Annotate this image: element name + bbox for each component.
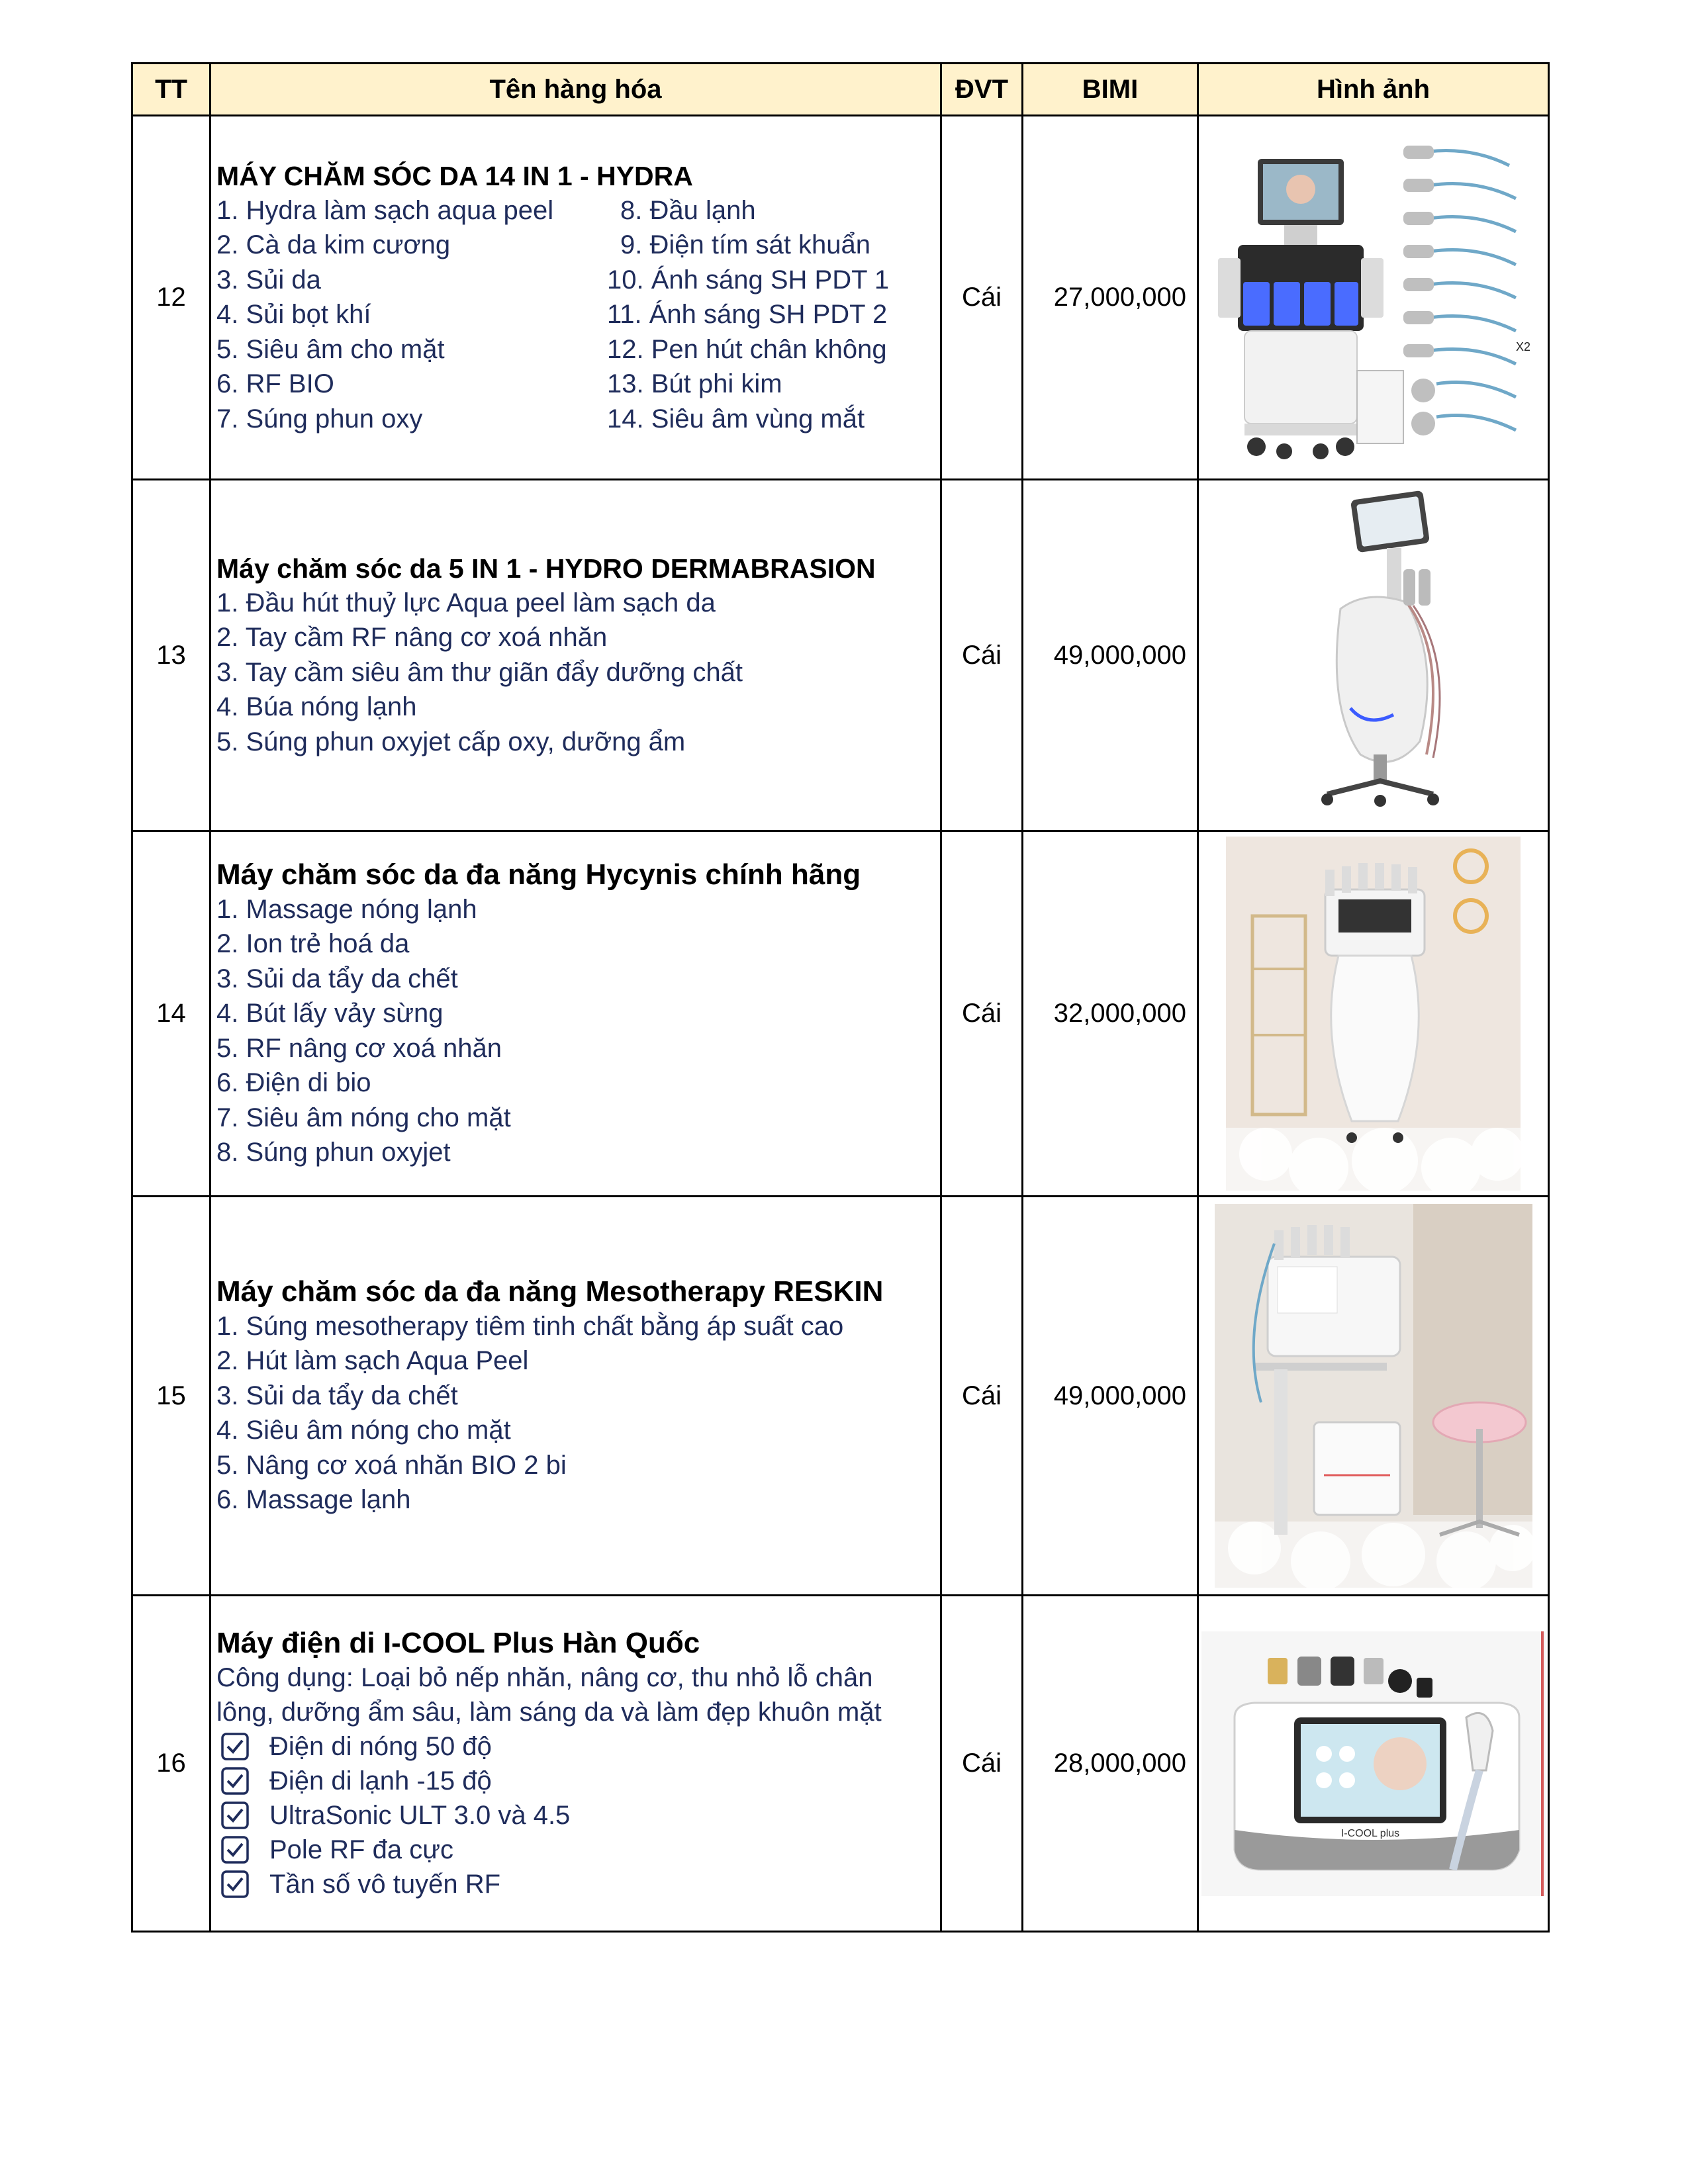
- checkbox-checked-icon: [220, 1835, 250, 1864]
- price-cell: 49,000,000: [1023, 1197, 1198, 1596]
- checkbox-checked-icon: [220, 1870, 250, 1899]
- description-line: Công dụng: Loại bỏ nếp nhăn, nâng cơ, thu nhỏ lỗ chân: [216, 1662, 873, 1692]
- checklist-item: [216, 1833, 940, 1867]
- feature-item: 3. Sủi da tẩy da chết: [216, 1381, 458, 1410]
- feature-item: 5. Nâng cơ xoá nhăn BIO 2 bi: [216, 1450, 567, 1480]
- table-row: [132, 480, 1549, 831]
- row-number: 13: [132, 480, 211, 831]
- unit-cell: Cái: [941, 1596, 1023, 1932]
- checklist-label: UltraSonic ULT 3.0 và 4.5: [269, 1800, 571, 1830]
- feature-item: 3. Tay cầm siêu âm thư giãn đẩy dưỡng chất: [216, 657, 743, 687]
- row-number: 14: [132, 831, 211, 1197]
- price-cell: 28,000,000: [1023, 1596, 1198, 1932]
- description-line: lông, dưỡng ẩm sâu, làm sáng da và làm đẹp khuôn mặt: [216, 1697, 882, 1727]
- table-row: [132, 116, 1549, 480]
- feature-item: 6. RF BIO: [216, 369, 334, 399]
- row-number: 15: [132, 1197, 211, 1596]
- checklist-label: Tần số vô tuyến RF: [269, 1869, 501, 1899]
- product-cell: [211, 1197, 941, 1596]
- icool-plus-machine-image: [1201, 1631, 1546, 1896]
- checklist-item: [216, 1798, 940, 1833]
- checklist-label: Điện di nóng 50 độ: [269, 1731, 492, 1761]
- hycynis-machine-image: [1226, 837, 1521, 1191]
- feature-item: 1. Đầu hút thuỷ lực Aqua peel làm sạch da: [216, 588, 716, 617]
- unit-cell: Cái: [941, 116, 1023, 480]
- feature-item: 1. Hydra làm sạch aqua peel: [216, 195, 554, 225]
- feature-item: 5. RF nâng cơ xoá nhăn: [216, 1033, 502, 1063]
- x2-label: X2: [1515, 340, 1530, 353]
- header-name: Tên hàng hóa: [211, 64, 941, 116]
- checkbox-checked-icon: [220, 1766, 250, 1796]
- feature-columns: [216, 193, 940, 437]
- icool-brand-label: I-COOL plus: [1340, 1827, 1399, 1839]
- unit-cell: Cái: [941, 480, 1023, 831]
- feature-item: 14. Siêu âm vùng mắt: [607, 404, 865, 433]
- feature-item: 4. Siêu âm nóng cho mặt: [216, 1416, 511, 1445]
- product-cell: [211, 831, 941, 1197]
- price-cell: 49,000,000: [1023, 480, 1198, 831]
- feature-item: 1. Súng mesotherapy tiêm tinh chất bằng áp suất cao: [216, 1311, 844, 1341]
- checklist-item: [216, 1764, 940, 1798]
- product-cell: [211, 480, 941, 831]
- feature-item: 2. Ion trẻ hoá da: [216, 929, 410, 958]
- image-cell: [1198, 480, 1549, 831]
- table-row: [132, 831, 1549, 1197]
- hydro-dermabrasion-machine-image: [1288, 490, 1460, 821]
- product-title: MÁY CHĂM SÓC DA 14 IN 1 - HYDRA: [216, 160, 693, 191]
- reskin-machine-image: [1215, 1204, 1532, 1588]
- checkbox-checked-icon: [220, 1732, 250, 1761]
- feature-item: 4. Sủi bọt khí: [216, 300, 371, 330]
- row-number: 16: [132, 1596, 211, 1932]
- feature-item: 9. Điện tím sát khuẩn: [620, 230, 870, 260]
- image-cell: [1198, 831, 1549, 1197]
- product-price-table: [131, 62, 1550, 1933]
- feature-item: 2. Tay cầm RF nâng cơ xoá nhăn: [216, 623, 608, 653]
- table-row: [132, 1596, 1549, 1932]
- image-cell: [1198, 1197, 1549, 1596]
- product-title: Máy điện di I-COOL Plus Hàn Quốc: [216, 1626, 700, 1659]
- feature-item: 10. Ánh sáng SH PDT 1: [607, 265, 890, 295]
- feature-item: 13. Bút phi kim: [607, 369, 782, 399]
- product-title: Máy chăm sóc da đa năng Hycynis chính hãng: [216, 858, 861, 891]
- checklist-label: Pole RF đa cực: [269, 1835, 453, 1864]
- image-cell: [1198, 116, 1549, 480]
- feature-item: 6. Massage lạnh: [216, 1485, 411, 1514]
- header-tt: TT: [132, 64, 211, 116]
- feature-item: 8. Súng phun oxyjet: [216, 1138, 451, 1167]
- header-image: Hình ảnh: [1198, 64, 1549, 116]
- feature-item: 4. Búa nóng lạnh: [216, 692, 417, 722]
- image-cell: [1198, 1596, 1549, 1932]
- hydra-machine-image: [1205, 126, 1542, 470]
- feature-item: 3. Sủi da: [216, 265, 321, 295]
- feature-item: 8. Đầu lạnh: [620, 195, 756, 225]
- checklist-item: [216, 1867, 940, 1901]
- checklist-label: Điện di lạnh -15 độ: [269, 1766, 492, 1796]
- product-cell: [211, 1596, 941, 1932]
- unit-cell: Cái: [941, 831, 1023, 1197]
- feature-item: 5. Siêu âm cho mặt: [216, 334, 445, 364]
- feature-item: 1. Massage nóng lạnh: [216, 894, 477, 924]
- feature-item: 6. Điện di bio: [216, 1068, 371, 1097]
- feature-item: 2. Cà da kim cương: [216, 230, 451, 260]
- product-title: Máy chăm sóc da 5 IN 1 - HYDRO DERMABRASION: [216, 553, 876, 584]
- feature-item: 7. Súng phun oxy: [216, 404, 423, 433]
- feature-item: 5. Súng phun oxyjet cấp oxy, dưỡng ẩm: [216, 727, 686, 756]
- table-header-row: [132, 64, 1549, 116]
- feature-item: 12. Pen hút chân không: [607, 334, 887, 364]
- product-cell: [211, 116, 941, 480]
- price-cell: 27,000,000: [1023, 116, 1198, 480]
- feature-item: 11. Ánh sáng SH PDT 2: [607, 300, 888, 330]
- checklist-item: [216, 1729, 940, 1764]
- header-price: BIMI: [1023, 64, 1198, 116]
- feature-item: 2. Hút làm sạch Aqua Peel: [216, 1346, 529, 1375]
- feature-item: 3. Sủi da tẩy da chết: [216, 964, 458, 993]
- price-cell: 32,000,000: [1023, 831, 1198, 1197]
- header-unit: ĐVT: [941, 64, 1023, 116]
- product-title: Máy chăm sóc da đa năng Mesotherapy RESKIN: [216, 1275, 884, 1308]
- feature-item: 7. Siêu âm nóng cho mặt: [216, 1103, 511, 1132]
- feature-item: 4. Bút lấy vảy sừng: [216, 999, 444, 1028]
- unit-cell: Cái: [941, 1197, 1023, 1596]
- row-number: 12: [132, 116, 211, 480]
- table-row: [132, 1197, 1549, 1596]
- checkbox-checked-icon: [220, 1801, 250, 1830]
